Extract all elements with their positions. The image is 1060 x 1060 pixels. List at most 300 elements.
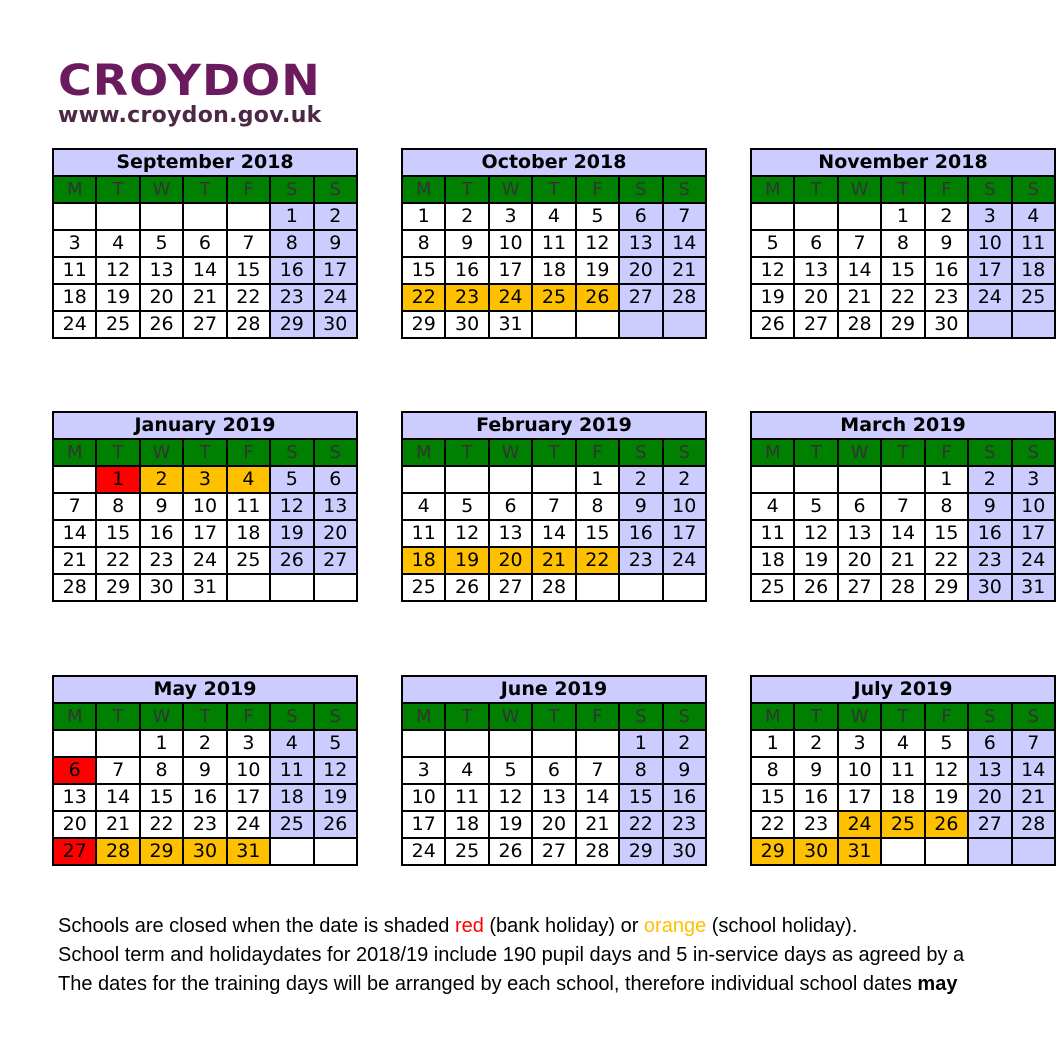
note-text: (bank holiday) or (483, 915, 644, 937)
day-cell: 19 (489, 811, 532, 838)
weekday-header: S (1012, 439, 1055, 466)
month-title: October 2018 (402, 149, 706, 176)
day-cell: 17 (663, 520, 706, 547)
weekday-header: S (314, 703, 357, 730)
month-title: March 2019 (751, 412, 1055, 439)
month-calendar (52, 411, 358, 602)
day-cell: 25 (1012, 284, 1055, 311)
weekday-header: T (183, 176, 226, 203)
note-bold-may: may (917, 973, 958, 995)
day-cell: 12 (314, 757, 357, 784)
day-cell (751, 203, 794, 230)
day-cell: 19 (794, 547, 837, 574)
day-cell: 16 (968, 520, 1011, 547)
weekday-header: F (576, 439, 619, 466)
month-title: February 2019 (402, 412, 706, 439)
day-cell: 11 (445, 784, 488, 811)
day-cell: 20 (140, 284, 183, 311)
weekday-header: W (489, 176, 532, 203)
day-cell (838, 466, 881, 493)
weekday-header: W (838, 176, 881, 203)
weekday-header: S (314, 439, 357, 466)
day-cell: 7 (881, 493, 924, 520)
day-cell: 13 (489, 520, 532, 547)
day-cell: 26 (270, 547, 313, 574)
day-cell: 3 (838, 730, 881, 757)
weekday-header: W (140, 703, 183, 730)
weekday-header: T (445, 176, 488, 203)
day-cell: 7 (227, 230, 270, 257)
day-cell: 2 (140, 466, 183, 493)
weekday-header: W (140, 176, 183, 203)
day-cell: 7 (96, 757, 139, 784)
weekday-header: M (751, 176, 794, 203)
weekday-header: M (751, 439, 794, 466)
day-cell (489, 730, 532, 757)
day-cell: 17 (838, 784, 881, 811)
day-cell: 25 (402, 574, 445, 601)
month-calendar (750, 675, 1056, 866)
day-cell: 28 (532, 574, 575, 601)
day-cell: 27 (532, 838, 575, 865)
day-cell (445, 730, 488, 757)
day-cell: 9 (968, 493, 1011, 520)
day-cell: 23 (270, 284, 313, 311)
day-cell: 15 (751, 784, 794, 811)
day-cell: 25 (532, 284, 575, 311)
day-cell: 22 (140, 811, 183, 838)
day-cell: 20 (794, 284, 837, 311)
day-cell: 6 (838, 493, 881, 520)
weekday-header: F (227, 439, 270, 466)
weekday-header: W (489, 703, 532, 730)
weekday-header: S (663, 703, 706, 730)
day-cell: 1 (270, 203, 313, 230)
day-cell (1012, 311, 1055, 338)
day-cell: 9 (794, 757, 837, 784)
day-cell (227, 574, 270, 601)
day-cell (576, 574, 619, 601)
day-cell: 17 (1012, 520, 1055, 547)
day-cell: 5 (794, 493, 837, 520)
day-cell: 4 (96, 230, 139, 257)
weekday-header: W (489, 439, 532, 466)
day-cell: 12 (751, 257, 794, 284)
day-cell: 7 (576, 757, 619, 784)
month-calendar (52, 148, 358, 339)
day-cell: 15 (925, 520, 968, 547)
day-cell: 3 (402, 757, 445, 784)
day-cell (619, 311, 662, 338)
day-cell: 21 (183, 284, 226, 311)
day-cell: 30 (445, 311, 488, 338)
weekday-header: T (794, 703, 837, 730)
day-cell: 28 (663, 284, 706, 311)
day-cell: 21 (663, 257, 706, 284)
day-cell: 29 (619, 838, 662, 865)
day-cell: 6 (53, 757, 96, 784)
day-cell: 15 (881, 257, 924, 284)
day-cell: 18 (881, 784, 924, 811)
day-cell: 24 (663, 547, 706, 574)
day-cell: 18 (402, 547, 445, 574)
day-cell: 13 (968, 757, 1011, 784)
day-cell: 15 (227, 257, 270, 284)
day-cell: 2 (183, 730, 226, 757)
day-cell: 14 (96, 784, 139, 811)
day-cell (619, 574, 662, 601)
day-cell: 3 (227, 730, 270, 757)
day-cell: 1 (576, 466, 619, 493)
day-cell: 22 (881, 284, 924, 311)
day-cell: 16 (183, 784, 226, 811)
day-cell (968, 838, 1011, 865)
weekday-header: T (96, 703, 139, 730)
day-cell: 10 (968, 230, 1011, 257)
day-cell: 16 (140, 520, 183, 547)
day-cell: 29 (402, 311, 445, 338)
day-cell: 24 (402, 838, 445, 865)
day-cell: 3 (489, 203, 532, 230)
day-cell: 7 (838, 230, 881, 257)
month-calendar (750, 148, 1056, 339)
weekday-header: T (532, 439, 575, 466)
day-cell: 12 (270, 493, 313, 520)
note-red-word: red (454, 915, 484, 937)
day-cell: 2 (619, 466, 662, 493)
month-title: July 2019 (751, 676, 1055, 703)
day-cell: 16 (445, 257, 488, 284)
day-cell: 31 (838, 838, 881, 865)
day-cell: 4 (1012, 203, 1055, 230)
weekday-header: T (183, 439, 226, 466)
day-cell (576, 730, 619, 757)
day-cell: 27 (794, 311, 837, 338)
day-cell (532, 466, 575, 493)
weekday-header: T (532, 703, 575, 730)
day-cell: 23 (968, 547, 1011, 574)
weekday-header: S (619, 703, 662, 730)
day-cell: 17 (314, 257, 357, 284)
day-cell: 30 (968, 574, 1011, 601)
day-cell: 19 (96, 284, 139, 311)
day-cell (314, 838, 357, 865)
day-cell: 19 (314, 784, 357, 811)
day-cell: 1 (925, 466, 968, 493)
day-cell: 17 (402, 811, 445, 838)
note-line-2: School term and holidaydates for 2018/19 include 190 pupil days and 5 in-service days as agreed by a (58, 944, 965, 966)
day-cell: 30 (314, 311, 357, 338)
day-cell: 26 (751, 311, 794, 338)
day-cell (576, 311, 619, 338)
day-cell: 17 (183, 520, 226, 547)
day-cell: 13 (838, 520, 881, 547)
day-cell: 27 (183, 311, 226, 338)
weekday-header: S (968, 703, 1011, 730)
day-cell (532, 730, 575, 757)
day-cell: 20 (314, 520, 357, 547)
day-cell: 23 (619, 547, 662, 574)
day-cell: 8 (270, 230, 313, 257)
day-cell: 15 (619, 784, 662, 811)
day-cell: 10 (1012, 493, 1055, 520)
day-cell: 8 (925, 493, 968, 520)
day-cell: 23 (794, 811, 837, 838)
weekday-header: W (140, 439, 183, 466)
day-cell: 19 (751, 284, 794, 311)
day-cell: 4 (881, 730, 924, 757)
day-cell: 30 (925, 311, 968, 338)
day-cell: 24 (227, 811, 270, 838)
day-cell: 26 (314, 811, 357, 838)
day-cell (489, 466, 532, 493)
day-cell: 3 (1012, 466, 1055, 493)
day-cell: 23 (663, 811, 706, 838)
day-cell: 16 (794, 784, 837, 811)
day-cell: 24 (489, 284, 532, 311)
day-cell: 18 (53, 284, 96, 311)
day-cell: 14 (663, 230, 706, 257)
day-cell: 11 (1012, 230, 1055, 257)
day-cell: 29 (140, 838, 183, 865)
day-cell: 5 (489, 757, 532, 784)
weekday-header: M (751, 703, 794, 730)
day-cell: 6 (489, 493, 532, 520)
day-cell: 14 (838, 257, 881, 284)
day-cell: 2 (314, 203, 357, 230)
weekday-header: T (445, 439, 488, 466)
day-cell: 5 (140, 230, 183, 257)
day-cell: 15 (140, 784, 183, 811)
day-cell: 4 (402, 493, 445, 520)
day-cell: 11 (227, 493, 270, 520)
day-cell: 11 (751, 520, 794, 547)
day-cell (663, 311, 706, 338)
day-cell: 9 (183, 757, 226, 784)
day-cell: 16 (663, 784, 706, 811)
day-cell: 22 (402, 284, 445, 311)
weekday-header: M (402, 703, 445, 730)
day-cell: 4 (270, 730, 313, 757)
day-cell: 28 (576, 838, 619, 865)
day-cell: 15 (402, 257, 445, 284)
day-cell: 26 (140, 311, 183, 338)
day-cell: 12 (794, 520, 837, 547)
day-cell: 17 (968, 257, 1011, 284)
day-cell: 9 (140, 493, 183, 520)
day-cell: 11 (53, 257, 96, 284)
day-cell: 19 (925, 784, 968, 811)
day-cell: 1 (619, 730, 662, 757)
day-cell: 11 (532, 230, 575, 257)
month-title: January 2019 (53, 412, 357, 439)
weekday-header: F (227, 176, 270, 203)
day-cell: 21 (881, 547, 924, 574)
weekday-header: S (314, 176, 357, 203)
day-cell: 27 (619, 284, 662, 311)
day-cell: 28 (53, 574, 96, 601)
day-cell: 4 (532, 203, 575, 230)
day-cell: 7 (532, 493, 575, 520)
day-cell: 5 (751, 230, 794, 257)
note-text: Schools are closed when the date is shaded (58, 915, 455, 937)
day-cell: 11 (881, 757, 924, 784)
day-cell (314, 574, 357, 601)
weekday-header: T (96, 439, 139, 466)
day-cell: 25 (881, 811, 924, 838)
day-cell: 22 (751, 811, 794, 838)
day-cell: 10 (183, 493, 226, 520)
day-cell: 10 (489, 230, 532, 257)
day-cell: 16 (925, 257, 968, 284)
weekday-header: F (925, 439, 968, 466)
day-cell: 24 (314, 284, 357, 311)
day-cell: 13 (619, 230, 662, 257)
day-cell: 27 (838, 574, 881, 601)
day-cell: 1 (402, 203, 445, 230)
day-cell: 28 (1012, 811, 1055, 838)
note-text: (school holiday). (706, 915, 858, 937)
day-cell: 2 (663, 730, 706, 757)
weekday-header: S (663, 439, 706, 466)
weekday-header: F (925, 703, 968, 730)
day-cell: 21 (576, 811, 619, 838)
day-cell (838, 203, 881, 230)
day-cell: 20 (619, 257, 662, 284)
day-cell: 29 (881, 311, 924, 338)
day-cell: 21 (96, 811, 139, 838)
day-cell: 14 (881, 520, 924, 547)
day-cell: 8 (96, 493, 139, 520)
day-cell: 30 (663, 838, 706, 865)
day-cell (1012, 838, 1055, 865)
day-cell: 10 (663, 493, 706, 520)
day-cell: 8 (576, 493, 619, 520)
weekday-header: F (925, 176, 968, 203)
day-cell: 9 (925, 230, 968, 257)
day-cell: 18 (1012, 257, 1055, 284)
day-cell: 3 (53, 230, 96, 257)
day-cell: 22 (227, 284, 270, 311)
day-cell: 3 (968, 203, 1011, 230)
day-cell (532, 311, 575, 338)
day-cell: 8 (402, 230, 445, 257)
note-line-3 (58, 970, 1060, 999)
day-cell (53, 203, 96, 230)
day-cell: 31 (227, 838, 270, 865)
day-cell: 30 (140, 574, 183, 601)
day-cell: 28 (881, 574, 924, 601)
weekday-header: S (1012, 176, 1055, 203)
day-cell: 12 (489, 784, 532, 811)
day-cell (96, 730, 139, 757)
day-cell: 13 (314, 493, 357, 520)
day-cell: 18 (227, 520, 270, 547)
day-cell: 11 (402, 520, 445, 547)
weekday-header: F (576, 176, 619, 203)
weekday-header: T (794, 439, 837, 466)
weekday-header: T (532, 176, 575, 203)
note-text: The dates for the training days will be arranged by each school, therefore individual school dates (58, 973, 918, 995)
day-cell (227, 203, 270, 230)
day-cell: 26 (576, 284, 619, 311)
day-cell (881, 838, 924, 865)
day-cell: 13 (53, 784, 96, 811)
day-cell: 26 (445, 574, 488, 601)
day-cell (96, 203, 139, 230)
day-cell: 1 (96, 466, 139, 493)
weekday-header: T (881, 703, 924, 730)
day-cell (270, 574, 313, 601)
croydon-logo (58, 55, 322, 128)
month-calendar (401, 675, 707, 866)
day-cell: 10 (838, 757, 881, 784)
weekday-header: S (968, 439, 1011, 466)
day-cell: 3 (183, 466, 226, 493)
day-cell: 18 (270, 784, 313, 811)
day-cell: 9 (445, 230, 488, 257)
day-cell: 22 (576, 547, 619, 574)
day-cell (402, 730, 445, 757)
day-cell: 31 (1012, 574, 1055, 601)
weekday-header: S (619, 439, 662, 466)
day-cell: 12 (576, 230, 619, 257)
month-calendar (750, 411, 1056, 602)
weekday-header: S (270, 176, 313, 203)
weekday-header: W (838, 439, 881, 466)
day-cell: 14 (1012, 757, 1055, 784)
day-cell: 5 (314, 730, 357, 757)
day-cell: 31 (183, 574, 226, 601)
day-cell: 22 (96, 547, 139, 574)
day-cell: 5 (576, 203, 619, 230)
day-cell: 21 (838, 284, 881, 311)
day-cell: 21 (53, 547, 96, 574)
day-cell: 1 (751, 730, 794, 757)
day-cell: 5 (270, 466, 313, 493)
weekday-header: T (183, 703, 226, 730)
weekday-header: S (663, 176, 706, 203)
day-cell: 6 (532, 757, 575, 784)
day-cell: 12 (96, 257, 139, 284)
month-title: November 2018 (751, 149, 1055, 176)
weekday-header: F (576, 703, 619, 730)
day-cell: 20 (968, 784, 1011, 811)
day-cell: 24 (53, 311, 96, 338)
day-cell: 26 (794, 574, 837, 601)
day-cell: 27 (53, 838, 96, 865)
day-cell: 19 (445, 547, 488, 574)
day-cell: 25 (227, 547, 270, 574)
day-cell: 16 (619, 520, 662, 547)
day-cell: 22 (925, 547, 968, 574)
weekday-header: T (96, 176, 139, 203)
day-cell: 2 (445, 203, 488, 230)
notes (58, 912, 1060, 999)
day-cell: 1 (140, 730, 183, 757)
weekday-header: S (968, 176, 1011, 203)
weekday-header: W (838, 703, 881, 730)
day-cell: 2 (925, 203, 968, 230)
logo-url: www.croydon.gov.uk (58, 103, 322, 128)
day-cell (183, 203, 226, 230)
note-line-1 (58, 912, 1060, 941)
day-cell: 22 (619, 811, 662, 838)
day-cell: 30 (183, 838, 226, 865)
weekday-header: S (270, 439, 313, 466)
day-cell: 23 (140, 547, 183, 574)
day-cell: 20 (489, 547, 532, 574)
